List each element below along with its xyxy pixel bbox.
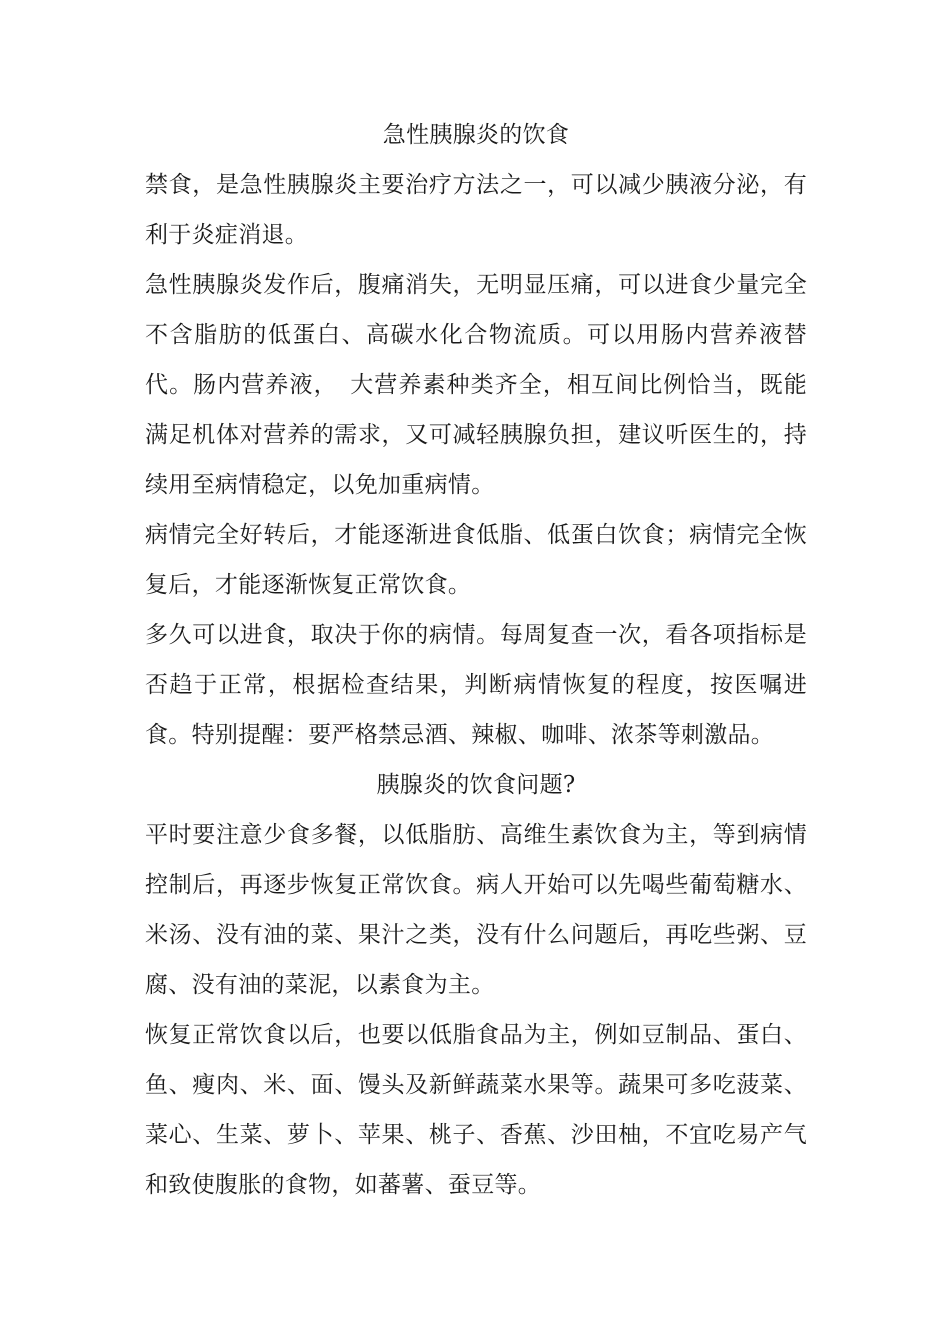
paragraph-when-to-eat: 多久可以进食，取决于你的病情。每周复查一次，看各项指标是否趋于正常，根据检查结果，判断病情恢复的程度，按医嘱进食。特别提醒：要严格禁忌酒、辣椒、咖啡、浓茶等刺激品。 <box>145 622 807 748</box>
paragraph-recovery-diet: 病情完全好转后，才能逐渐进食低脂、低蛋白饮食；病情完全恢复后，才能逐渐恢复正常饮食。 <box>145 522 807 598</box>
paragraph-after-onset: 急性胰腺炎发作后，腹痛消失，无明显压痛，可以进食少量完全不含脂肪的低蛋白、高碳水化合物流质。可以用肠内营养液替代。肠内营养液， 大营养素种类齐全，相互间比例恰当，既能满足机体对营养的需求，又可减轻胰腺负担，建议听医生的，持续用至病情稳定，以免加重病情。 <box>145 272 807 498</box>
paragraph-small-frequent-meals: 平时要注意少食多餐，以低脂肪、高维生素饮食为主，等到病情控制后，再逐步恢复正常饮食。病人开始可以先喝些葡萄糖水、米汤、没有油的菜、果汁之类，没有什么问题后，再吃些粥、豆腐、没有油的菜泥，以素食为主。 <box>145 822 807 998</box>
section-title-acute-pancreatitis-diet: 急性胰腺炎的饮食 <box>382 122 570 148</box>
document-page <box>145 110 807 1210</box>
paragraph-low-fat-foods: 恢复正常饮食以后，也要以低脂食品为主，例如豆制品、蛋白、鱼、瘦肉、米、面、馒头及新鲜蔬菜水果等。蔬果可多吃菠菜、菜心、生菜、萝卜、苹果、桃子、香蕉、沙田柚，不宜吃易产气和致使腹胀的食物，如蕃薯、蚕豆等。 <box>145 1022 807 1198</box>
paragraph-fasting: 禁食，是急性胰腺炎主要治疗方法之一，可以减少胰液分泌，有利于炎症消退。 <box>145 172 807 248</box>
section-title-pancreatitis-diet-question: 胰腺炎的饮食问题? <box>376 772 576 798</box>
